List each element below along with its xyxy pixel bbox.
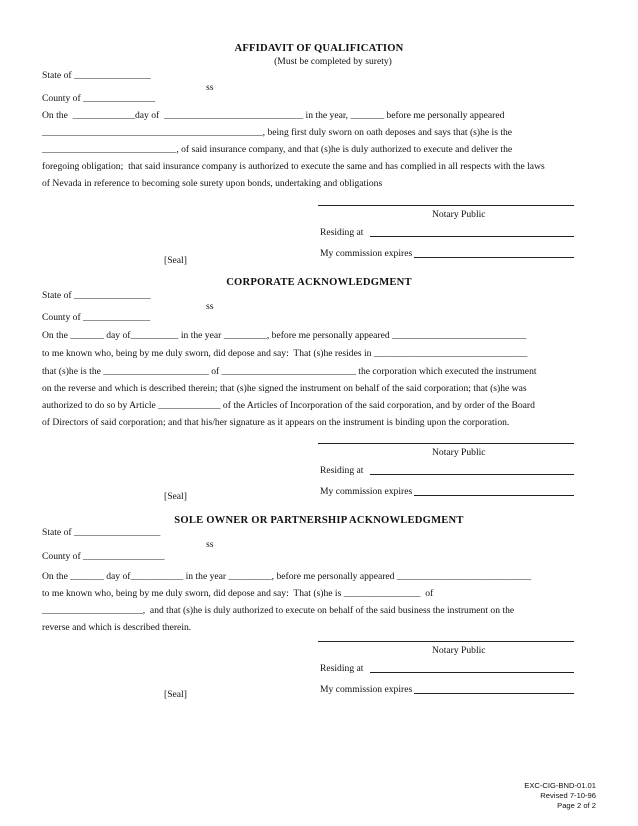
residing-at-label: Residing at: [320, 227, 364, 238]
sole-owner-para-line: _____________________, and that (s)he is duly authorized to execute on behalf of the said business the instrument on the: [42, 605, 515, 616]
corporate-para-line: that (s)he is the ______________________ of ____________________________ the corporation which executed the instrument: [42, 366, 537, 377]
sole-owner-para-line: to me known who, being by me duly sworn, did depose and say: That (s)he is ________________ of: [42, 588, 434, 599]
corporate-para-line: to me known who, being by me duly sworn, did depose and say: That (s)he resides in ________________________________: [42, 348, 528, 359]
affidavit-para-line: foregoing obligation; that said insurance company is authorized to execute the same and has complied in all respects with the laws: [42, 161, 545, 172]
sole-owner-ss: ss: [206, 539, 214, 550]
affidavit-para-line: ____________________________, of said insurance company, and that (s)he is duly authorized to execute and deliver the: [42, 144, 513, 155]
seal-label: [Seal]: [164, 689, 187, 700]
notary-signature-line[interactable]: [318, 443, 574, 444]
notary-public-label: Notary Public: [432, 209, 486, 220]
sole-owner-title: SOLE OWNER OR PARTNERSHIP ACKNOWLEDGMENT: [174, 515, 464, 526]
affidavit-subtitle: (Must be completed by surety): [274, 56, 392, 67]
page-number: Page 2 of 2: [557, 801, 596, 810]
commission-expires-line[interactable]: [414, 693, 574, 694]
corporate-para-line: of Directors of said corporation; and that his/her signature as it appears on the instrument is binding upon the corporation.: [42, 417, 510, 428]
sole-owner-para-line: reverse and which is described therein.: [42, 622, 192, 633]
residing-at-line[interactable]: [370, 236, 574, 237]
residing-at-line[interactable]: [370, 474, 574, 475]
sole-owner-para-line: On the _______ day of___________ in the year _________, before me personally appeared ____________________________: [42, 571, 532, 582]
affidavit-para-line: On the _____________day of _____________________________ in the year, _______ before me personally appeared: [42, 110, 505, 121]
corporate-para-line: on the reverse and which is described therein; that (s)he signed the instrument on behalf of the said corporation; that (s)he was: [42, 383, 527, 394]
corporate-ss: ss: [206, 301, 214, 312]
revision-date: Revised 7-10-96: [540, 791, 596, 800]
seal-label: [Seal]: [164, 491, 187, 502]
notary-public-label: Notary Public: [432, 645, 486, 656]
affidavit-state-line: State of ________________: [42, 70, 151, 81]
commission-expires-label: My commission expires: [320, 684, 413, 695]
corporate-county-line: County of ______________: [42, 312, 151, 323]
sole-owner-county-line: County of _________________: [42, 551, 165, 562]
commission-expires-line[interactable]: [414, 257, 574, 258]
corporate-title: CORPORATE ACKNOWLEDGMENT: [226, 277, 412, 288]
form-id: EXC-CIG-BND-01.01: [524, 781, 596, 790]
commission-expires-label: My commission expires: [320, 486, 413, 497]
notary-signature-line[interactable]: [318, 205, 574, 206]
residing-at-label: Residing at: [320, 465, 364, 476]
notary-signature-line[interactable]: [318, 641, 574, 642]
affidavit-county-line: County of _______________: [42, 93, 155, 104]
sole-owner-state-line: State of __________________: [42, 527, 161, 538]
seal-label: [Seal]: [164, 255, 187, 266]
affidavit-para-line: of Nevada in reference to becoming sole surety upon bonds, undertaking and obligations: [42, 178, 383, 189]
corporate-state-line: State of ________________: [42, 290, 151, 301]
corporate-para-line: On the _______ day of__________ in the year _________, before me personally appeared ____________________________: [42, 330, 527, 341]
commission-expires-line[interactable]: [414, 495, 574, 496]
corporate-para-line: authorized to do so by Article _____________ of the Articles of Incorporation of the said corporation, and by order of the Board: [42, 400, 535, 411]
residing-at-label: Residing at: [320, 663, 364, 674]
affidavit-para-line: ______________________________________________, being first duly sworn on oath deposes and says that (s)he is the: [42, 127, 513, 138]
notary-public-label: Notary Public: [432, 447, 486, 458]
commission-expires-label: My commission expires: [320, 248, 413, 259]
affidavit-ss: ss: [206, 82, 214, 93]
affidavit-title: AFFIDAVIT OF QUALIFICATION: [234, 43, 404, 54]
residing-at-line[interactable]: [370, 672, 574, 673]
